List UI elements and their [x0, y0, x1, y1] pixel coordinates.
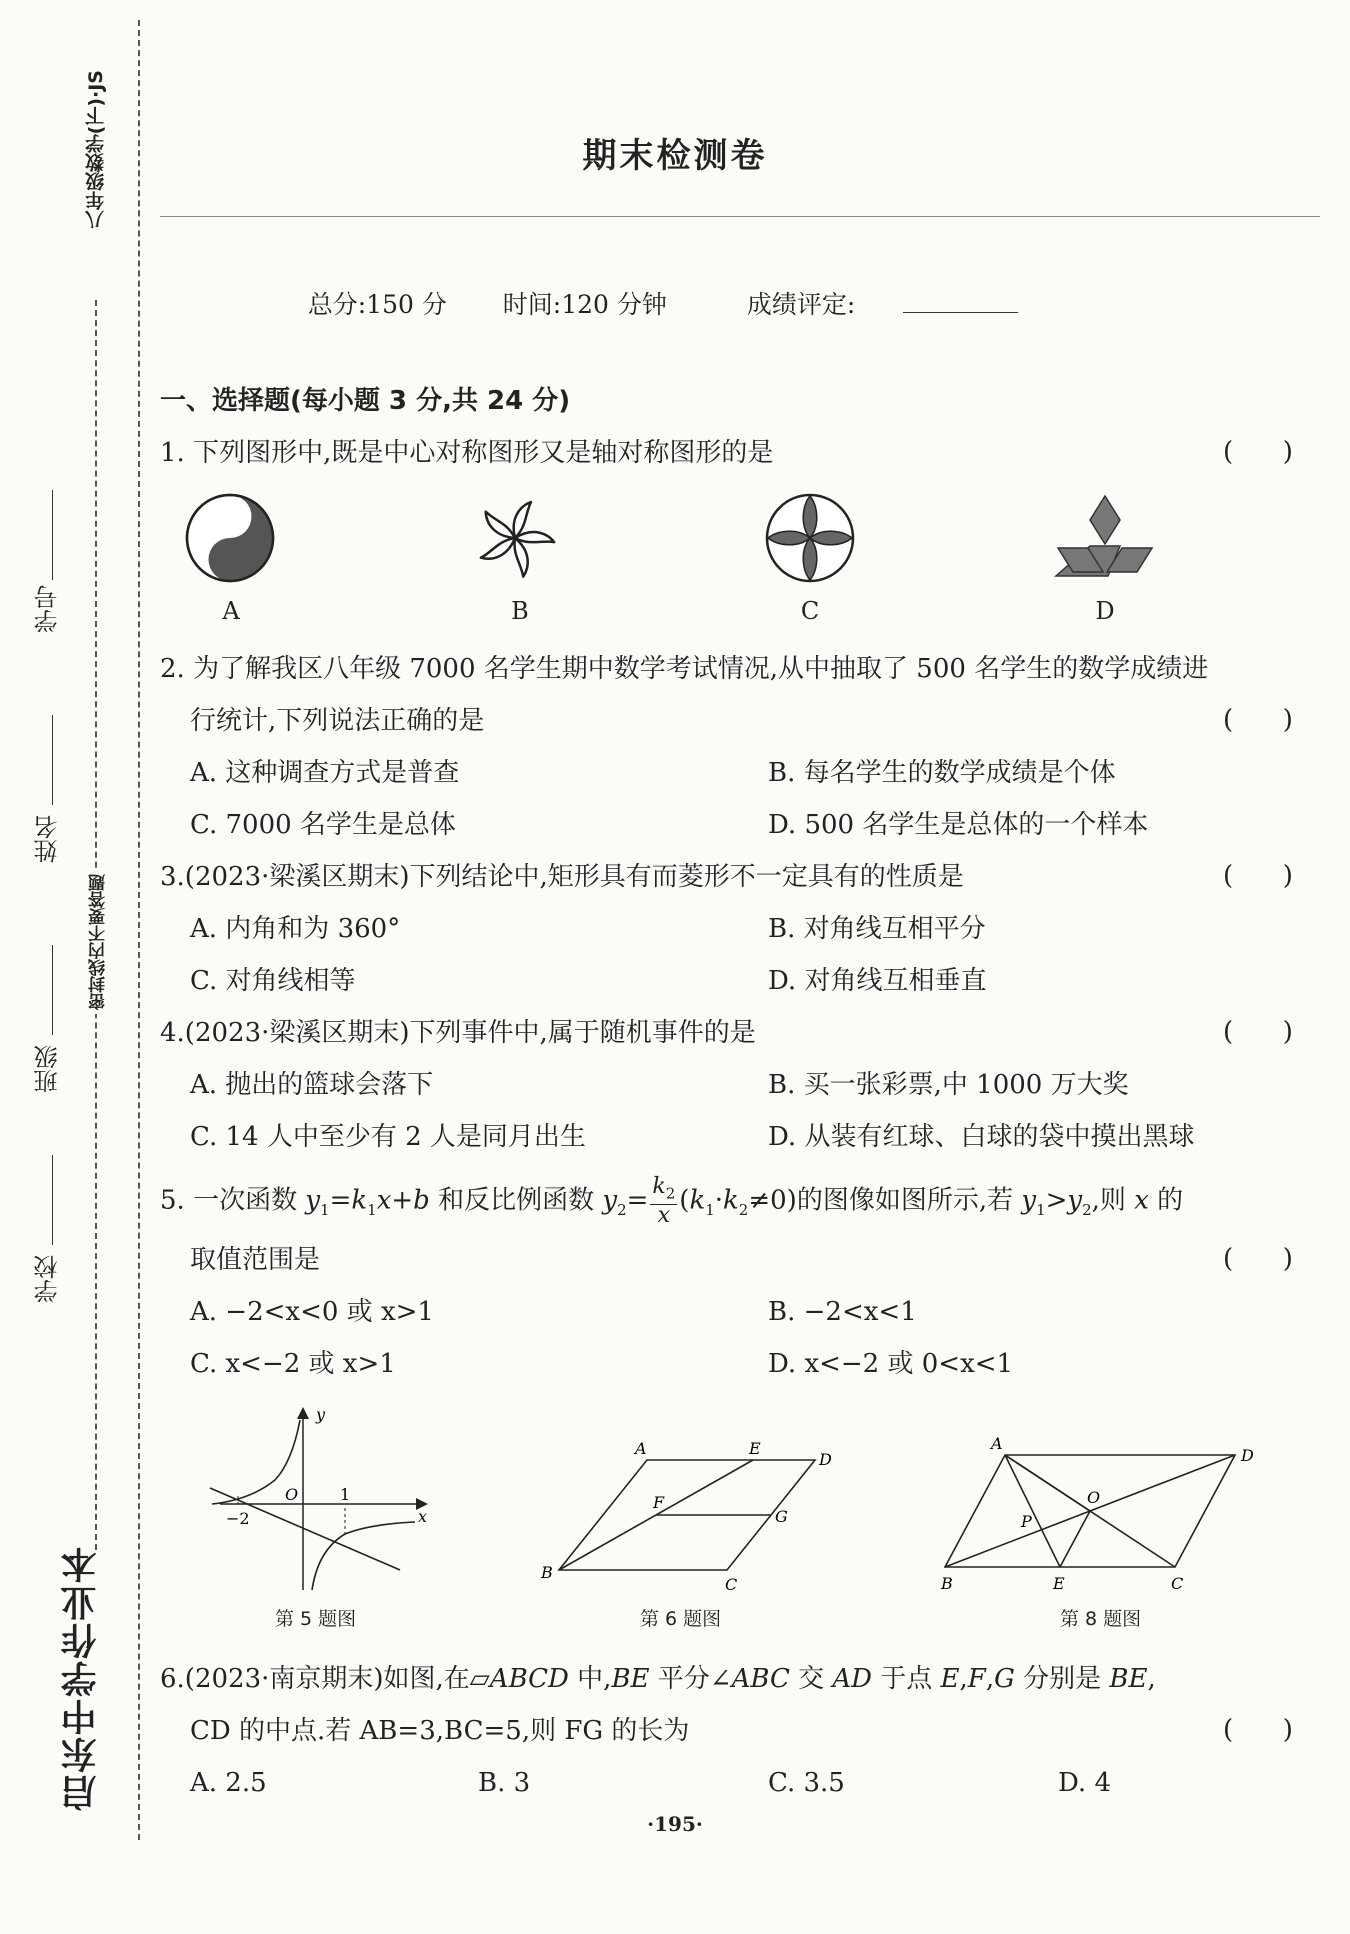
- q6-option-b: B. 3: [478, 1768, 531, 1798]
- q5-option-b: B. −2<x<1: [768, 1297, 917, 1327]
- school-blank[interactable]: [52, 1155, 53, 1245]
- q4-option-a: A. 抛出的篮球会落下: [190, 1070, 434, 1100]
- figure-5-graph: [200, 1400, 440, 1600]
- q4-option-d: D. 从装有红球、白球的袋中摸出黑球: [768, 1122, 1195, 1152]
- q4-option-c: C. 14 人中至少有 2 人是同月出生: [190, 1122, 586, 1152]
- q2-line1: 2. 为了解我区八年级 7000 名学生期中数学考试情况,从中抽取了 500 名学生的数学成绩进: [160, 654, 1209, 684]
- q2-option-d: D. 500 名学生是总体的一个样本: [768, 810, 1149, 840]
- brand-label: 启东中学作业本: [61, 1545, 102, 1811]
- grade-field: 成绩评定:: [723, 290, 1042, 319]
- grade-blank[interactable]: [903, 290, 1018, 313]
- q1-label-a: A: [222, 597, 240, 625]
- field-name: 姓名: [34, 815, 62, 863]
- figure-6-parallelogram: [535, 1440, 845, 1600]
- fig5-label-o: O: [285, 1485, 299, 1504]
- q2-option-c: C. 7000 名学生是总体: [190, 810, 456, 840]
- fig8-label-d: D: [1241, 1446, 1254, 1465]
- fig5-label-y: y: [316, 1405, 326, 1424]
- figure-8-caption: 第 8 题图: [1060, 1608, 1142, 1630]
- q1-label-c: C: [800, 597, 820, 625]
- title-divider: [160, 216, 1320, 217]
- q3-option-c: C. 对角线相等: [190, 966, 356, 996]
- pinwheel-flower-icon: [465, 488, 565, 588]
- fig5-label-neg2: −2: [226, 1509, 250, 1528]
- q5-line1: 5. 一次函数 $y_1=k_1x+b$ 和反比例函数 $y_2=$ $\frac{k_2}{x}$ $(k_1\cdot k_2\ne 0)$的图像如图所示,若 $y_1>y_2$,则 x 的: [160, 1174, 1184, 1229]
- score-line: [0, 285, 1350, 321]
- q2-answer-paren[interactable]: ( ): [1223, 705, 1293, 735]
- q3-option-a: A. 内角和为 360°: [190, 914, 401, 944]
- name-blank[interactable]: [52, 715, 53, 805]
- figure-5-caption: 第 5 题图: [275, 1608, 357, 1630]
- q1-answer-paren[interactable]: ( ): [1223, 437, 1293, 467]
- q5-option-c: C. x<−2 或 x>1: [190, 1349, 396, 1379]
- time-limit: 时间:120 分钟: [502, 290, 667, 319]
- fig6-label-c: C: [725, 1575, 738, 1594]
- fig6-label-b: B: [541, 1563, 553, 1582]
- q4-text: 4.(2023·梁溪区期末)下列事件中,属于随机事件的是: [160, 1018, 756, 1048]
- fig8-label-o: O: [1087, 1488, 1101, 1507]
- four-petal-circle-icon: [760, 488, 860, 588]
- q5-line2: 取值范围是: [190, 1245, 321, 1275]
- q6-option-a: A. 2.5: [190, 1768, 267, 1798]
- q3-text: 3.(2023·梁溪区期末)下列结论中,矩形具有而菱形不一定具有的性质是: [160, 862, 964, 892]
- q3-answer-paren[interactable]: ( ): [1223, 861, 1293, 891]
- q2-option-a: A. 这种调查方式是普查: [190, 758, 460, 788]
- fig6-label-a: A: [635, 1440, 647, 1458]
- q6-option-c: C. 3.5: [768, 1768, 845, 1798]
- q2-option-b: B. 每名学生的数学成绩是个体: [768, 758, 1116, 788]
- book-label: 八年级数学(下)·JS: [85, 70, 107, 230]
- q1-label-d: D: [1095, 597, 1115, 625]
- fig8-label-p: P: [1021, 1512, 1032, 1531]
- fig6-label-f: F: [653, 1493, 665, 1512]
- fig8-label-b: B: [941, 1574, 953, 1593]
- q5-answer-paren[interactable]: ( ): [1223, 1244, 1293, 1274]
- section-heading: 一、选择题(每小题 3 分,共 24 分): [160, 386, 571, 416]
- fig6-label-d: D: [819, 1450, 832, 1469]
- seal-notice: 密封线内不要答题: [86, 870, 111, 1014]
- q4-option-b: B. 买一张彩票,中 1000 万大奖: [768, 1070, 1129, 1100]
- fig8-label-e: E: [1053, 1574, 1065, 1593]
- q1-label-b: B: [511, 597, 529, 625]
- fig8-label-c: C: [1171, 1574, 1184, 1593]
- three-diamonds-icon: [1050, 488, 1160, 588]
- yin-yang-icon: [180, 488, 280, 588]
- q6-answer-paren[interactable]: ( ): [1223, 1715, 1293, 1745]
- figure-8-parallelogram: [935, 1435, 1265, 1605]
- q6-line2: CD 的中点.若 AB=3,BC=5,则 FG 的长为: [190, 1716, 690, 1746]
- fig6-label-g: G: [775, 1507, 788, 1526]
- field-school: 学校: [34, 1255, 62, 1303]
- q6-option-d: D. 4: [1058, 1768, 1111, 1798]
- q3-option-b: B. 对角线互相平分: [768, 914, 986, 944]
- q3-option-d: D. 对角线互相垂直: [768, 966, 987, 996]
- fig5-label-1: 1: [340, 1485, 351, 1504]
- fig5-label-x: x: [418, 1507, 428, 1526]
- page-title: 期末检测卷: [582, 136, 768, 176]
- total-score: 总分:150 分: [307, 290, 447, 319]
- q5-option-a: A. −2<x<0 或 x>1: [190, 1297, 434, 1327]
- figure-6-caption: 第 6 题图: [640, 1608, 722, 1630]
- q6-line1: 6.(2023·南京期末)如图,在▱ABCD 中,BE 平分∠ABC 交 AD 于点 E,F,G 分别是 BE,: [160, 1664, 1156, 1694]
- page-number: ·195·: [647, 1812, 703, 1836]
- fig8-label-a: A: [991, 1435, 1003, 1453]
- q5-option-d: D. x<−2 或 0<x<1: [768, 1349, 1014, 1379]
- class-blank[interactable]: [52, 945, 53, 1035]
- q4-answer-paren[interactable]: ( ): [1223, 1017, 1293, 1047]
- q1-text: 1. 下列图形中,既是中心对称图形又是轴对称图形的是: [160, 438, 774, 468]
- field-class: 班级: [34, 1045, 62, 1093]
- fig6-label-e: E: [749, 1440, 761, 1458]
- student-id-blank[interactable]: [52, 490, 53, 580]
- field-student-id: 学号: [34, 585, 62, 633]
- q2-line2: 行统计,下列说法正确的是: [190, 706, 485, 736]
